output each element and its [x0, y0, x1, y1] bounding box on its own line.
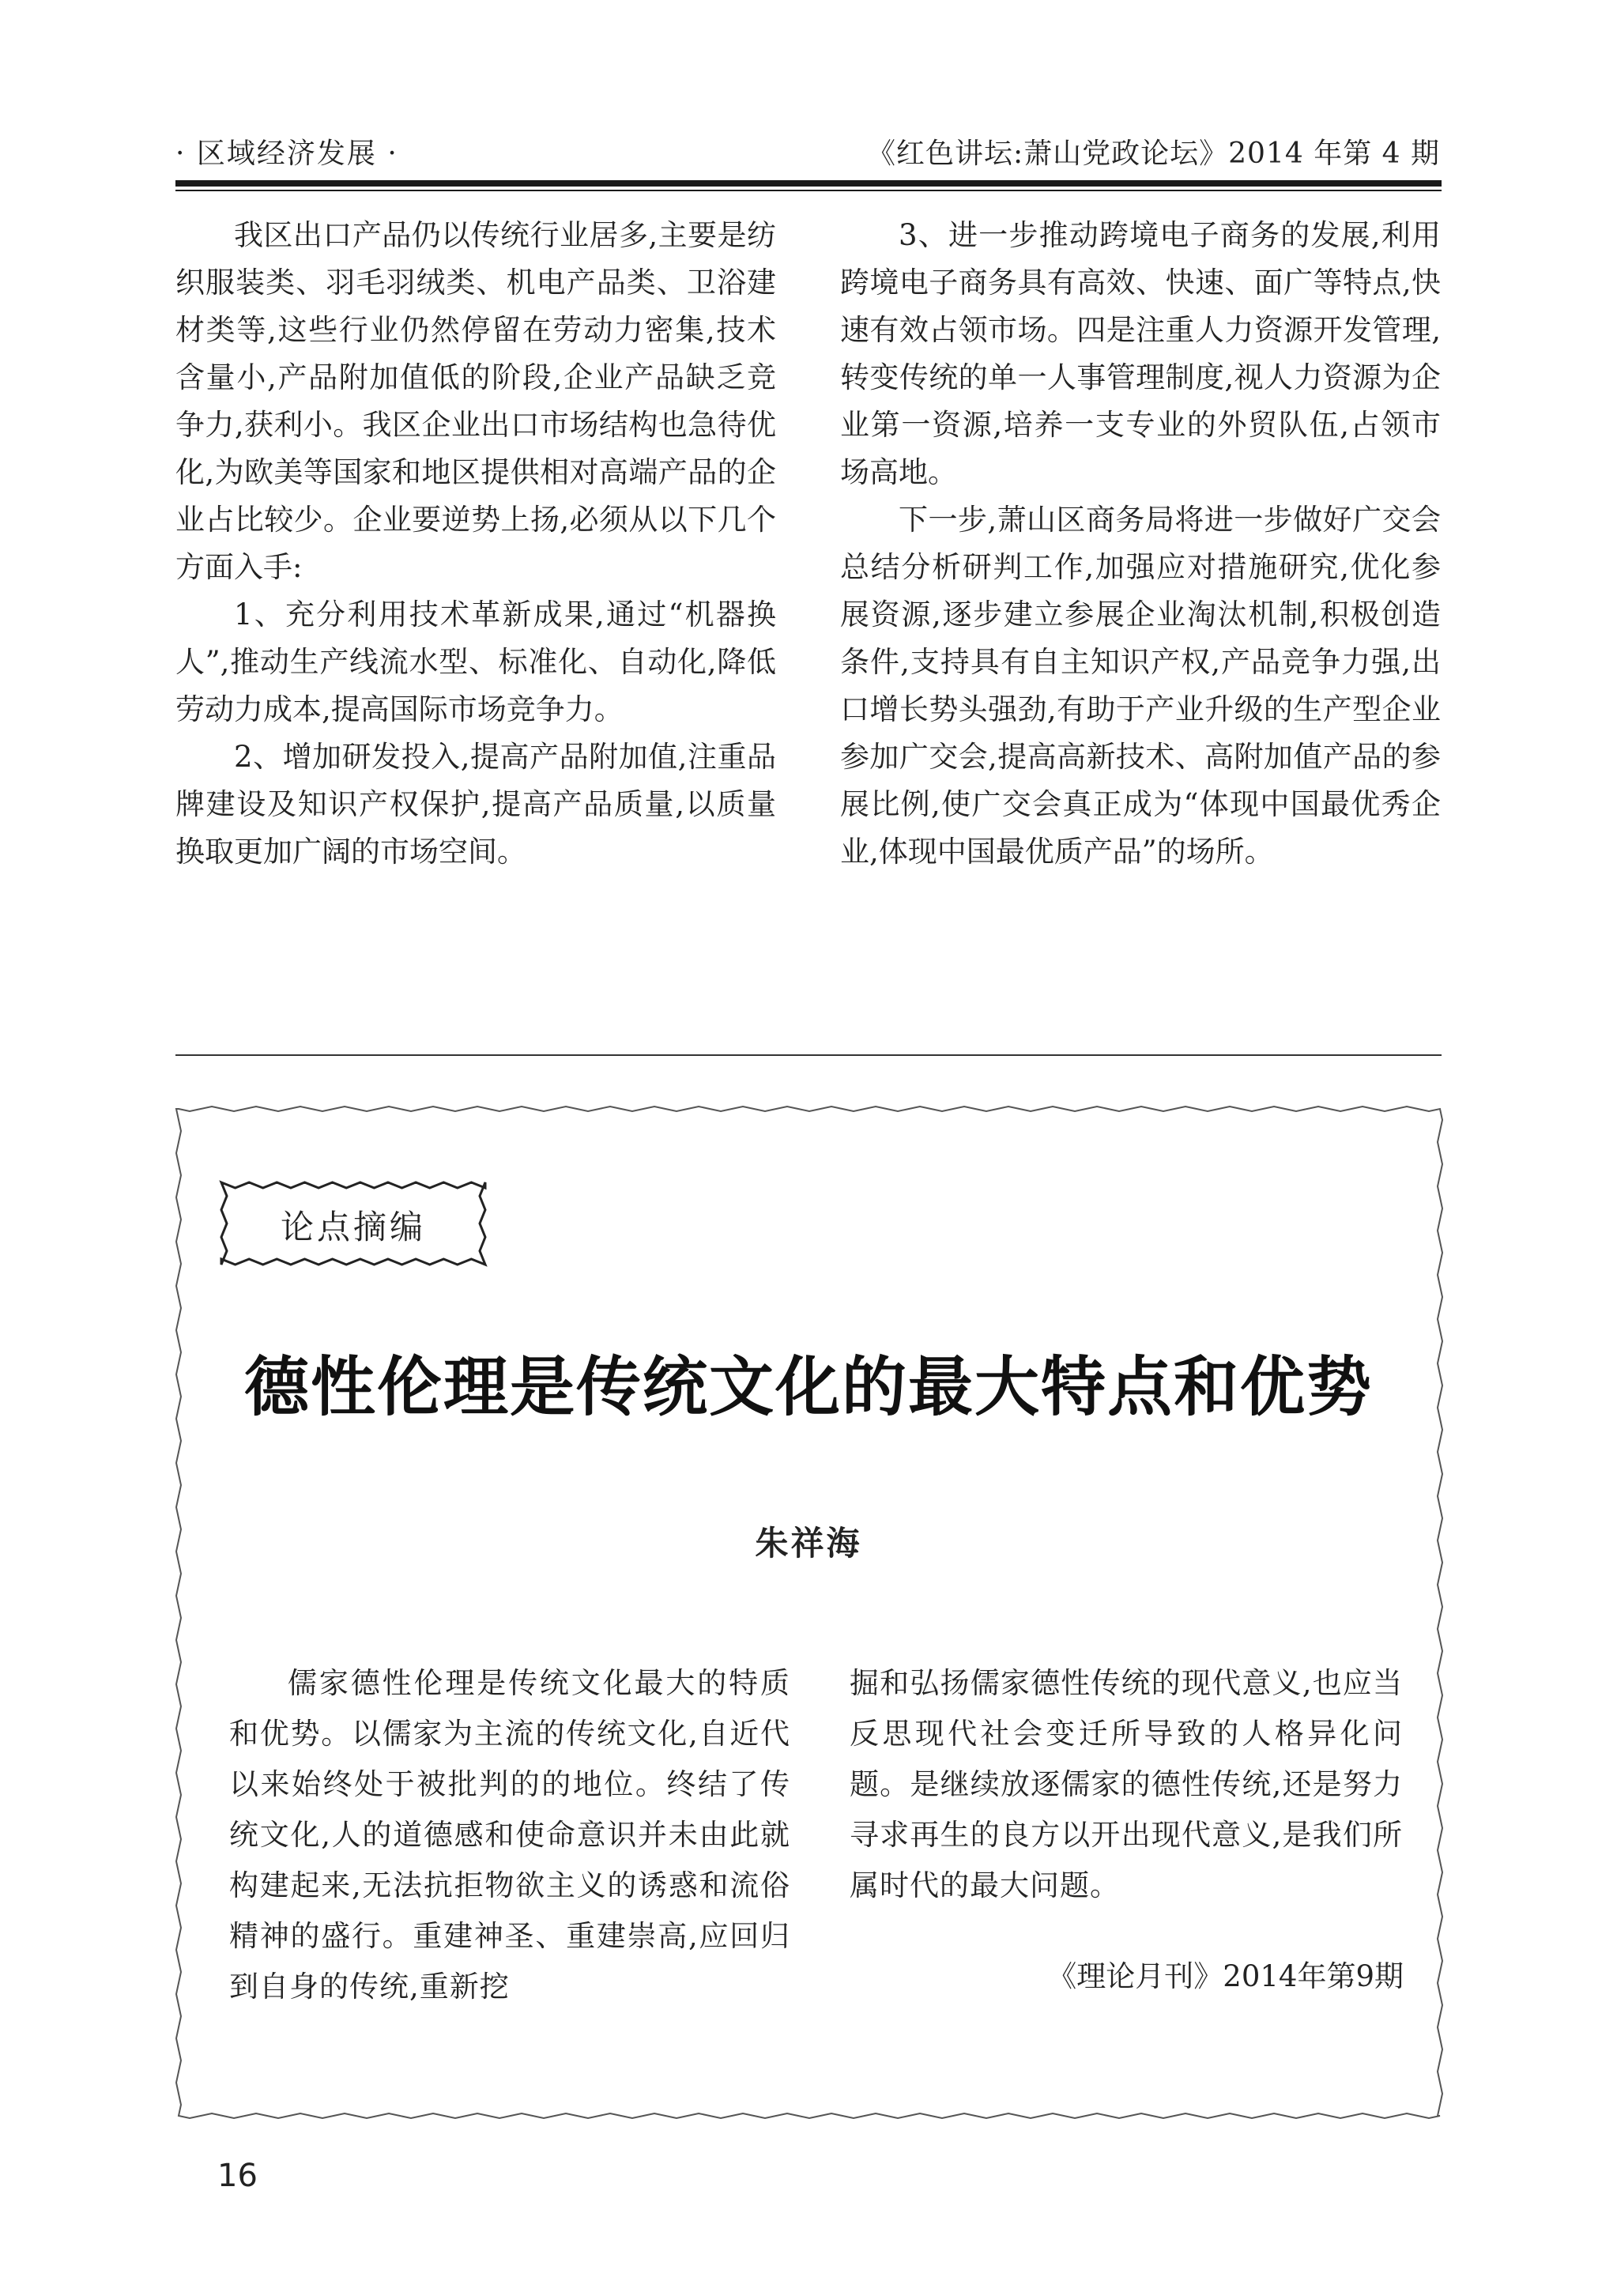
author-name: 朱祥海 — [755, 1524, 862, 1563]
excerpt-tag: 论点摘编 — [280, 1208, 426, 1246]
section-header: · 区域经济发展 · — [175, 138, 398, 170]
paragraph: 2、增加研发投入,提高产品附加值,注重品牌建设及知识产权保护,提高产品质量,以质量换取更加广阔的市场空间。 — [175, 740, 776, 869]
paragraph: 1、充分利用技术革新成果,通过“机器换人”,推动生产线流水型、标准化、自动化,降低劳动力成本,提高国际市场竞争力。 — [175, 598, 776, 726]
paragraph: 3、进一步推动跨境电子商务的发展,利用跨境电子商务具有高效、快速、面广等特点,快速有效占领市场。四是注重人力资源开发管理,转变传统的单一人事管理制度,视人力资源为企业第一资源,培养一支专业的外贸队伍,占领市场高地。 — [840, 218, 1441, 489]
header-rule-thick — [175, 180, 1442, 187]
paragraph: 我区出口产品仍以传统行业居多,主要是纺织服装类、羽毛羽绒类、机电产品类、卫浴建材类等,这些行业仍然停留在劳动力密集,技术含量小,产品附加值低的阶段,企业产品缺乏竞争力,获利小。我区企业出口市场结构也急待优化,为欧美等国家和地区提供相对高端产品的企业占比较少。企业要逆势上扬,必须从以下几个方面入手: — [175, 218, 776, 584]
paragraph: 下一步,萧山区商务局将进一步做好广交会总结分析研判工作,加强应对措施研究,优化参展资源,逐步建立参展企业淘汰机制,积极创造条件,支持具有自主知识产权,产品竞争力强,出口增长势头强劲,有助于产业升级的生产型企业参加广交会,提高高新技术、高附加值产品的参展比例,使广交会真正成为“体现中国最优秀企业,体现中国最优质产品”的场所。 — [840, 503, 1441, 869]
article-title: 德性伦理是传统文化的最大特点和优势 — [243, 1350, 1373, 1425]
section-divider — [175, 1054, 1442, 1056]
upper-right-column — [840, 212, 1441, 876]
paragraph: 掘和弘扬儒家德性传统的现代意义,也应当反思现代社会变迁所导致的人格异化问题。是继续放逐儒家的德性传统,还是努力寻求再生的良方以开出现代意义,是我们所属时代的最大问题。 — [850, 1666, 1403, 1902]
upper-left-column — [175, 212, 776, 876]
paragraph: 儒家德性伦理是传统文化最大的特质和优势。以儒家为主流的传统文化,自近代以来始终处于被批判的的地位。终结了传统文化,人的道德感和使命意识并未由此就构建起来,无法抗拒物欲主义的诱惑和流俗精神的盛行。重建神圣、重建崇高,应回归到自身的传统,重新挖 — [229, 1666, 790, 2004]
excerpt-left-column — [229, 1658, 790, 2012]
page-number: 16 — [217, 2158, 258, 2194]
header-rule-thin — [175, 190, 1442, 191]
journal-header: 《红色讲坛:萧山党政论坛》2014 年第 4 期 — [867, 138, 1440, 170]
source-citation: 《理论月刊》2014年第9期 — [1047, 1959, 1404, 1993]
excerpt-right-column — [850, 1658, 1403, 1911]
